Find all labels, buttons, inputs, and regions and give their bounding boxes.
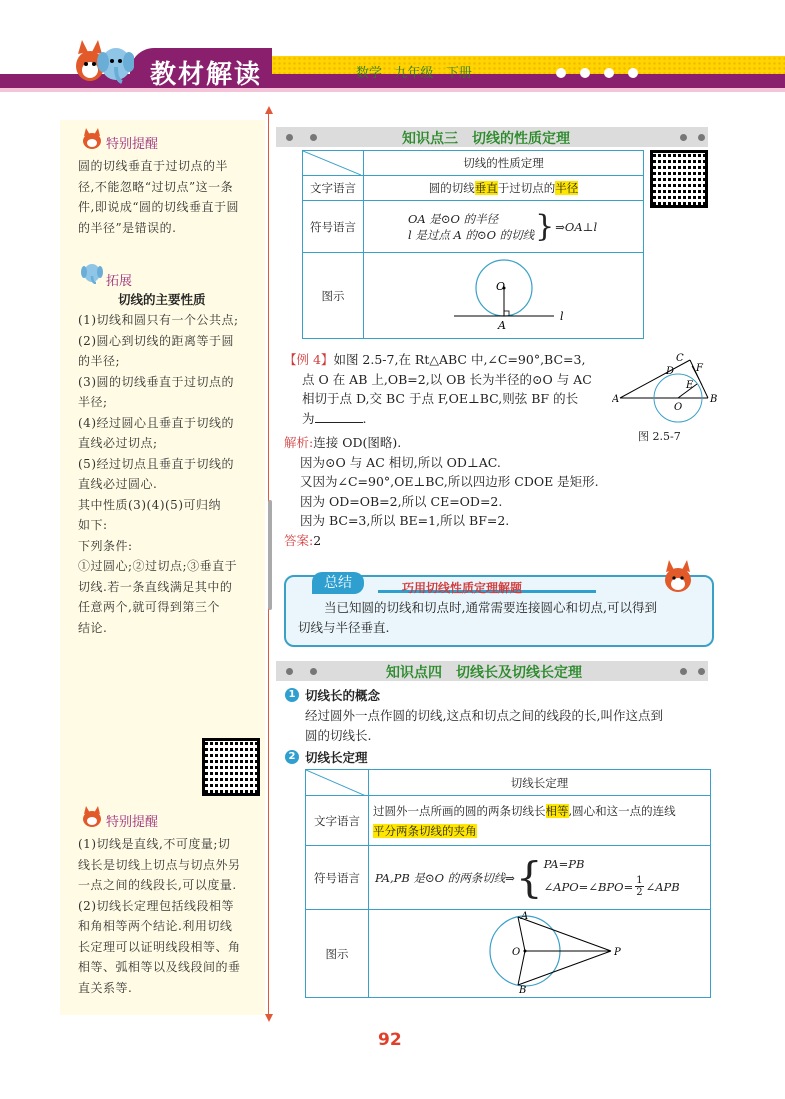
diagonal-line-icon: [303, 151, 361, 175]
extension-line: 如下:: [78, 518, 108, 532]
solution-line: 因为⊙O 与 AC 相切,所以 OD⊥AC.: [300, 454, 501, 470]
row-label: 图示: [306, 910, 369, 998]
note2-line: (1)切线是直线,不可度量;切: [78, 837, 231, 851]
kp3-table: [302, 150, 644, 339]
extension-line: (1)切线和圆只有一个公共点;: [78, 313, 239, 327]
answer-blank: [315, 410, 363, 423]
volume-label: 下册: [445, 66, 472, 81]
fox-mascot-icon: [658, 556, 698, 596]
fox-mascot-icon: [80, 128, 104, 150]
label-A: A: [612, 394, 620, 405]
text-seg: 圆的切线: [428, 181, 475, 195]
arrow-up-icon: [265, 106, 273, 114]
figure-caption: 图 2.5-7: [638, 430, 681, 443]
label-F: F: [696, 363, 703, 374]
extension-heading: 拓展: [106, 274, 133, 289]
scrollbar-thumb[interactable]: [268, 500, 272, 610]
row-label: 文字语言: [303, 176, 364, 201]
label-D: D: [666, 366, 675, 377]
example-figure: [612, 352, 718, 424]
note2-line: 相等、弧相等以及线段间的垂: [78, 960, 241, 974]
qr-code-icon[interactable]: [650, 150, 708, 208]
section1-line: 经过圆外一点作圆的切线,这点和切点之间的线段的长,叫作这点到: [305, 708, 663, 723]
row-label: 符号语言: [306, 846, 369, 910]
text-seg: ,圆心和这一点的连线: [568, 803, 676, 818]
extension-line: 半径;: [78, 395, 108, 409]
extension-line: 结论.: [78, 620, 108, 635]
header-subject: [356, 62, 472, 81]
symbol-result: ⇒OA⊥l: [555, 219, 598, 234]
label-O: O: [512, 947, 521, 958]
text-seg: 过圆外一点所画的圆的两条切线长: [373, 803, 546, 818]
symbol-eq2: [544, 875, 680, 898]
elephant-mascot-icon: [80, 262, 104, 284]
row-text: [364, 176, 644, 201]
fox-mascot-icon: [80, 806, 104, 828]
summary-line: 当已知圆的切线和切点时,通常需要连接圆心和切点,可以得到: [324, 600, 657, 615]
kp3-title: 知识点三 切线的性质定理: [402, 131, 570, 147]
label-A: A: [497, 319, 506, 332]
note2-line: 和角相等两个结论.利用切线: [78, 919, 233, 933]
symbol-premise: PA,PB 是⊙O 的两条切线⇒: [375, 870, 515, 885]
label-A: A: [521, 911, 529, 922]
answer-label: 答案:: [284, 532, 314, 548]
example-text: 如图 2.5-7,在 Rt△ABC 中,∠C=90°,BC=3,: [333, 352, 586, 367]
text-seg: 于过切点的: [497, 181, 556, 195]
solution-line: [284, 433, 704, 453]
extension-line: 的半径;: [78, 354, 121, 368]
symbol-line: OA 是⊙O 的半径: [408, 211, 499, 226]
summary-body: [298, 598, 708, 637]
row-symbol: [369, 846, 711, 910]
row-label: 图示: [303, 253, 364, 339]
highlight-text: 平分两条切线的夹角: [373, 823, 477, 838]
extension-line: 任意两个,就可得到第三个: [78, 600, 220, 614]
diagonal-line-icon: [306, 770, 366, 796]
summary-line: 切线与半径垂直.: [298, 619, 390, 635]
solution-text: 连接 OD(图略).: [313, 435, 402, 450]
symbol-line: l 是过点 A 的⊙O 的切线: [408, 227, 535, 242]
highlight-text: 垂直: [474, 181, 498, 195]
kp4-table: [305, 769, 711, 998]
label-l: l: [559, 310, 564, 323]
header-dot-icon: [556, 68, 566, 78]
summary-title: 巧用切线性质定理解题: [402, 581, 523, 595]
fraction-numerator: 1: [636, 875, 643, 886]
table-corner-cell: [303, 151, 364, 176]
note2-line: 线长是切线上切点与切点外另: [78, 857, 241, 872]
dot-icon: [310, 668, 317, 675]
summary-label: 总结: [312, 572, 364, 594]
extension-line: (4)经过圆心且垂直于切线的: [78, 415, 234, 430]
note1-line: 件,即说成“圆的切线垂直于圆: [78, 200, 239, 214]
solution-label: 解析:: [284, 435, 314, 450]
example-line: 点 O 在 AB 上,OB=2,以 OB 长为半径的⊙O 与 AC: [302, 371, 592, 387]
tangent-length-figure: [477, 911, 627, 993]
label-B: B: [519, 985, 527, 993]
label-O: O: [495, 280, 505, 293]
right-brace-icon: }: [535, 208, 555, 244]
section1-body: [305, 706, 715, 745]
highlight-text: 相等: [545, 803, 569, 818]
solution-block: [284, 433, 704, 550]
answer-value: 2: [313, 532, 322, 548]
table-header: 切线的性质定理: [364, 151, 644, 176]
solution-line: 因为 OD=OB=2,所以 CE=OD=2.: [300, 493, 503, 509]
section1-title: 切线长的概念: [305, 688, 381, 703]
kp4-title: 知识点四 切线长及切线长定理: [386, 665, 582, 681]
extension-line: (3)圆的切线垂直于过切点的: [78, 374, 234, 389]
extension-line: ①过圆心;②过切点;③垂直于: [78, 559, 238, 573]
label-C: C: [676, 353, 684, 364]
mascot-fox-elephant-icon: [72, 34, 134, 90]
label-P: P: [614, 947, 621, 958]
example-line: 相切于点 D,交 BC 于点 F,OE⊥BC,则弦 BF 的长: [302, 391, 579, 406]
extension-line: 直线必过切点;: [78, 436, 158, 450]
solution-line: 又因为∠C=90°,OE⊥BC,所以四边形 CDOE 是矩形.: [300, 474, 599, 489]
note2-line: 一点之间的线段长,可以度量.: [78, 878, 237, 892]
extension-line: 其中性质(3)(4)(5)可归纳: [78, 497, 221, 512]
tangent-figure: [424, 254, 584, 334]
example-tag: 【例 4】: [284, 352, 334, 367]
grade-label: 九年级: [394, 66, 434, 81]
note2-line: 直关系等.: [78, 980, 133, 995]
row-text: [369, 796, 711, 846]
note2-heading: 特别提醒: [106, 815, 159, 830]
fraction: [635, 875, 643, 898]
dot-icon: [698, 668, 705, 675]
dot-icon: [680, 668, 687, 675]
extension-title: 切线的主要性质: [118, 292, 206, 307]
dot-icon: [698, 134, 705, 141]
table-corner-cell: [306, 770, 369, 796]
solution-line: 因为 BC=3,所以 BE=1,所以 BF=2.: [300, 513, 510, 528]
dot-icon: [286, 668, 293, 675]
section1-line: 圆的切线长.: [305, 727, 372, 743]
subject-label: 数学: [356, 66, 383, 81]
extension-line: (2)圆心到切线的距离等于圆: [78, 333, 234, 348]
header-title: 教材解读: [150, 60, 263, 90]
note1-body: [78, 156, 264, 238]
arrow-down-icon: [265, 1014, 273, 1022]
dot-icon: [310, 134, 317, 141]
extension-line: 直线必过圆心.: [78, 477, 158, 491]
label-O: O: [674, 402, 683, 413]
row-label: 文字语言: [306, 796, 369, 846]
eq2-part: ∠APB: [645, 879, 680, 894]
left-brace-icon: {: [515, 852, 543, 902]
dot-icon: [286, 134, 293, 141]
row-figure: [369, 910, 711, 998]
note2-line: (2)切线长定理包括线段相等: [78, 898, 234, 913]
highlight-text: 半径: [555, 181, 579, 195]
qr-code-icon[interactable]: [202, 738, 260, 796]
example-line: 为 .: [302, 410, 367, 426]
label-B: B: [710, 394, 718, 405]
row-symbol: [364, 201, 644, 253]
section-number-badge: 2: [285, 750, 299, 764]
example-line: [284, 350, 614, 370]
symbol-eq1: PA=PB: [543, 857, 585, 871]
section-number-badge: 1: [285, 688, 299, 702]
header-dot-icon: [580, 68, 590, 78]
note1-line: 圆的切线垂直于过切点的半: [78, 159, 229, 173]
note1-line: 径,不能忽略“过切点”这一条: [78, 179, 234, 194]
note2-body: [78, 834, 264, 998]
note1-line: 的半径”是错误的.: [78, 220, 177, 235]
extension-line: 下列条件:: [78, 538, 133, 553]
example-text: 为: [302, 410, 315, 426]
example-block: [284, 350, 614, 428]
dot-icon: [680, 134, 687, 141]
extension-line: 切线.若一条直线满足其中的: [78, 579, 233, 594]
header-dot-icon: [628, 68, 638, 78]
table-header: 切线长定理: [369, 770, 711, 796]
row-label: 符号语言: [303, 201, 364, 253]
extension-line: (5)经过切点且垂直于切线的: [78, 456, 234, 471]
label-E: E: [686, 380, 694, 391]
fraction-denominator: 2: [636, 887, 643, 898]
row-figure: [364, 253, 644, 339]
note2-line: 长定理可以证明线段相等、角: [78, 939, 241, 954]
extension-body: [78, 310, 264, 638]
eq2-part: ∠APO=∠BPO=: [543, 879, 634, 894]
answer-line: [284, 531, 704, 551]
page-number: 92: [378, 1030, 402, 1050]
section2-title: 切线长定理: [305, 750, 368, 765]
note1-heading: 特别提醒: [106, 137, 159, 152]
header-dot-icon: [604, 68, 614, 78]
